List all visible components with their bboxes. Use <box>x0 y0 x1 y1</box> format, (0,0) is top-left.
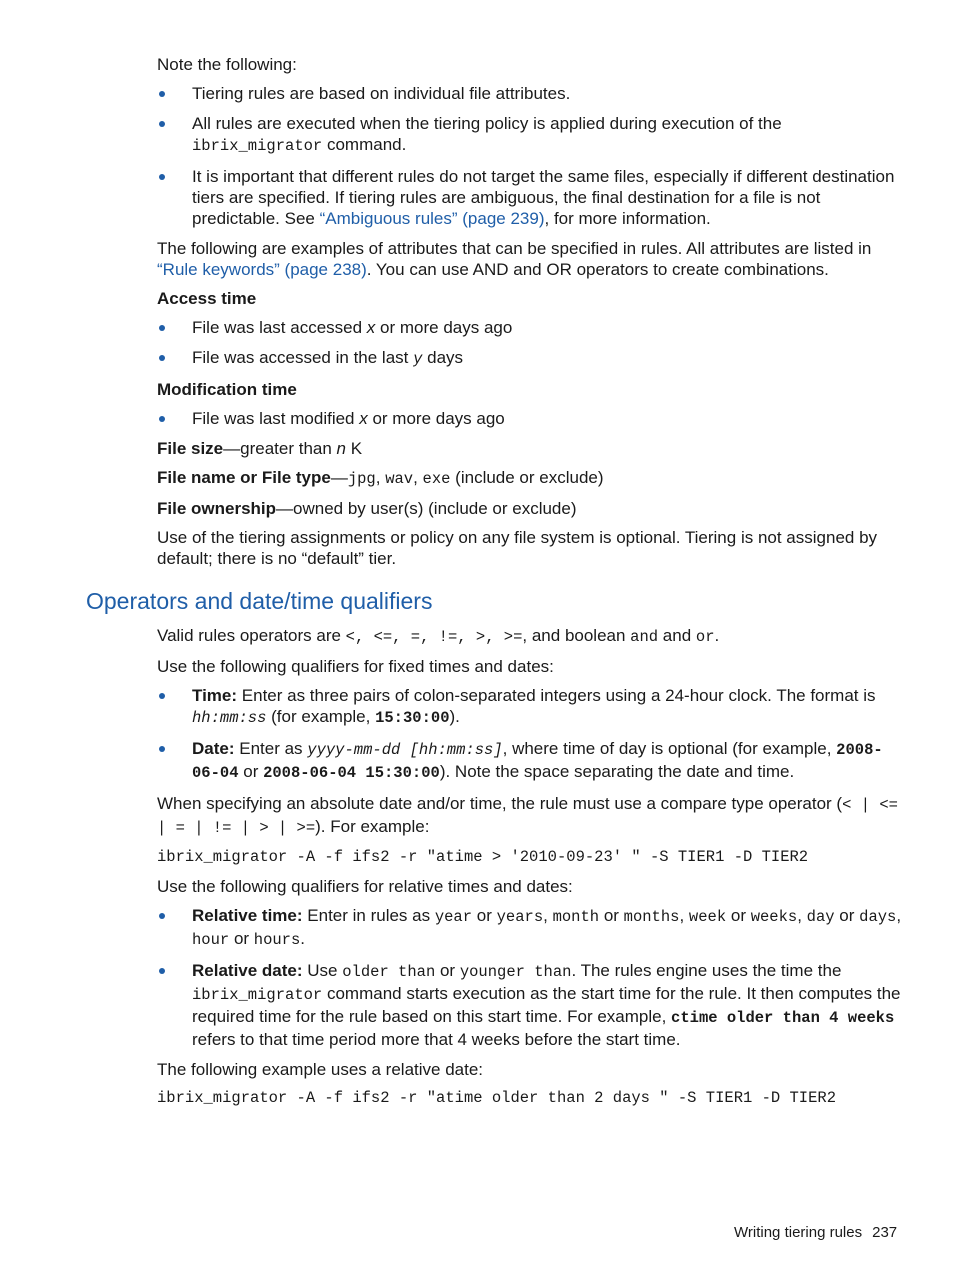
list-item: File was last modified x or more days ago <box>157 408 902 429</box>
document-body <box>86 54 902 1117</box>
list-item: It is important that different rules do not target the same files, especially if different destination tiers are specified. If tiering rules are ambiguous, the final destination for a file is not predictable. See “Ambiguous rules” (page 239), for more information. <box>157 166 902 229</box>
file-ownership-line: File ownership—owned by user(s) (include or exclude) <box>157 499 577 518</box>
section-title: Operators and date/time qualifiers <box>86 588 433 614</box>
list-item: Date: Enter as yyyy-mm-dd [hh:mm:ss], where time of day is optional (for example, 2008-06-04 or 2008-06-04 15:30:00). Note the space separating the date and time. <box>157 738 902 784</box>
access-time-heading: Access time <box>157 289 257 308</box>
list-item: Tiering rules are based on individual file attributes. <box>157 83 902 104</box>
rule-keywords-link[interactable]: “Rule keywords” (page 238) <box>157 260 367 279</box>
file-size-line: File size—greater than n K <box>157 439 363 458</box>
operators-paragraph: Valid rules operators are <, <=, =, !=, >, >=, and boolean and and or. <box>157 626 720 646</box>
ambiguous-rules-link[interactable]: “Ambiguous rules” (page 239) <box>319 209 545 228</box>
code-example-absolute: ibrix_migrator -A -f ifs2 -r "atime > '2010-09-23' " -S TIER1 -D TIER2 <box>157 848 809 866</box>
relative-qualifiers-list <box>157 905 902 1050</box>
file-name-line: File name or File type—jpg, wav, exe (include or exclude) <box>157 468 604 488</box>
intro-text: Note the following: <box>157 55 297 74</box>
modification-time-heading: Modification time <box>157 380 297 399</box>
list-item: Time: Enter as three pairs of colon-separated integers using a 24-hour clock. The format is hh:mm:ss (for example, 15:30:00). <box>157 685 902 729</box>
code-example-relative: ibrix_migrator -A -f ifs2 -r "atime older than 2 days " -S TIER1 -D TIER2 <box>157 1089 837 1107</box>
examples-paragraph: The following are examples of attributes that can be specified in rules. All attributes are listed in “Rule keywords” (page 238). You can use AND and OR operators to create combinations. <box>157 239 872 279</box>
page-footer <box>734 1222 897 1243</box>
footer-title: Writing tiering rules <box>734 1224 863 1241</box>
fixed-qualifiers-list <box>157 685 902 784</box>
fixed-intro: Use the following qualifiers for fixed times and dates: <box>157 657 554 676</box>
access-time-list <box>157 317 902 370</box>
list-item: Relative time: Enter in rules as year or years, month or months, week or weeks, day or days, hour or hours. <box>157 905 902 951</box>
modification-time-list <box>157 408 902 429</box>
list-item: All rules are executed when the tiering policy is applied during execution of the ibrix_migrator command. <box>157 113 902 157</box>
list-item: File was accessed in the last y days <box>157 347 902 370</box>
list-item: File was last accessed x or more days ago <box>157 317 902 338</box>
list-item: Relative date: Use older than or younger than. The rules engine uses the time the ibrix_migrator command starts execution as the start time for the rule. It then computes the required time for the rule based on this start time. For example, ctime older than 4 weeks refers to that time period more that 4 weeks before the start time. <box>157 960 902 1050</box>
tiering-note: Use of the tiering assignments or policy on any file system is optional. Tiering is not assigned by default; there is no “default” tier. <box>157 528 878 568</box>
absolute-paragraph: When specifying an absolute date and/or time, the rule must use a compare type operator (< | <= | = | != | > | >=). For example: <box>157 794 898 837</box>
relative-example-intro: The following example uses a relative date: <box>157 1060 484 1079</box>
inline-code: ibrix_migrator <box>192 137 323 155</box>
page-number: 237 <box>872 1224 898 1241</box>
notes-list <box>157 83 902 229</box>
relative-intro: Use the following qualifiers for relative times and dates: <box>157 877 573 896</box>
